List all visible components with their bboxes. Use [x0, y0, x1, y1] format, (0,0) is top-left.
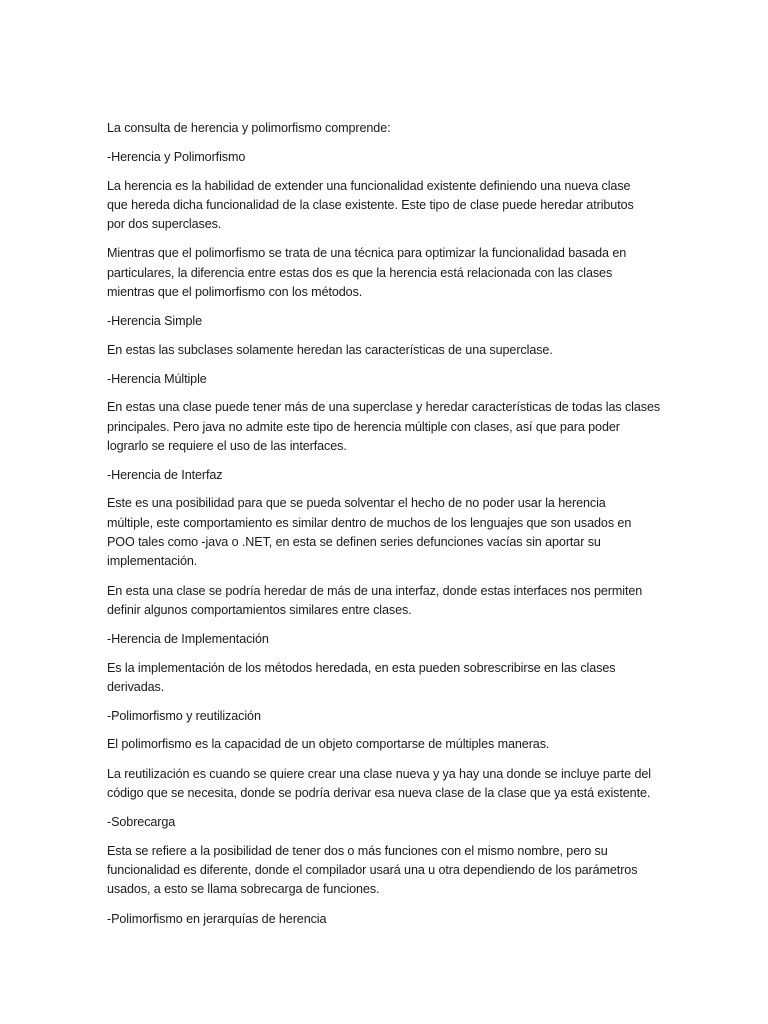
- section-heading: [107, 466, 672, 485]
- heading-text: -Herencia de Implementación: [107, 632, 269, 647]
- heading-text: -Herencia Múltiple: [107, 371, 207, 386]
- section-heading: [107, 707, 672, 726]
- paragraph-line: que hereda dicha funcionalidad de la clase existente. Este tipo de clase puede heredar atributos: [107, 197, 634, 212]
- heading-text: -Sobrecarga: [107, 815, 176, 830]
- body-paragraph: [107, 765, 672, 804]
- body-paragraph: [107, 244, 672, 302]
- body-paragraph: [107, 842, 672, 900]
- paragraph-line: derivadas.: [107, 679, 165, 694]
- heading-text: -Herencia y Polimorfismo: [107, 150, 246, 165]
- paragraph-line: En estas las subclases solamente heredan las características de una superclase.: [107, 342, 553, 357]
- heading-text: -Polimorfismo en jerarquías de herencia: [107, 911, 327, 926]
- body-paragraph: [107, 177, 672, 235]
- heading-text: -Herencia de Interfaz: [107, 468, 223, 483]
- paragraph-line: La herencia es la habilidad de extender una funcionalidad existente definiendo una nueva clase: [107, 178, 631, 193]
- paragraph-line: Es la implementación de los métodos heredada, en esta pueden sobrescribirse en las clases: [107, 660, 616, 675]
- paragraph-line: El polimorfismo es la capacidad de un objeto comportarse de múltiples maneras.: [107, 737, 550, 752]
- body-paragraph: [107, 398, 672, 456]
- body-paragraph: [107, 341, 672, 360]
- paragraph-line: En esta una clase se podría heredar de más de una interfaz, donde estas interfaces nos permiten: [107, 583, 643, 598]
- body-paragraph: [107, 582, 672, 621]
- section-heading: [107, 312, 672, 331]
- paragraph-line: funcionalidad es diferente, donde el compilador usará una u otra dependiendo de los parámetros: [107, 862, 638, 877]
- section-heading: [107, 148, 672, 167]
- paragraph-line: implementación.: [107, 554, 198, 569]
- paragraph-line: particulares, la diferencia entre estas dos es que la herencia está relacionada con las clases: [107, 265, 613, 280]
- section-heading: [107, 370, 672, 389]
- document-body: [107, 119, 672, 938]
- paragraph-line: En estas una clase puede tener más de una superclase y heredar características de todas las clases: [107, 400, 661, 415]
- paragraph-line: mientras que el polimorfismo con los métodos.: [107, 285, 363, 300]
- paragraph-line: definir algunos comportamientos similares entre clases.: [107, 602, 412, 617]
- paragraph-line: usados, a esto se llama sobrecarga de funciones.: [107, 882, 380, 897]
- paragraph-line: principales. Pero java no admite este tipo de herencia múltiple con clases, así que para poder: [107, 419, 620, 434]
- paragraph-line: lograrlo se requiere el uso de las interfaces.: [107, 438, 347, 453]
- paragraph-line: POO tales como -java o .NET, en esta se definen series defunciones vacías sin aportar su: [107, 535, 601, 550]
- paragraph-line: por dos superclases.: [107, 217, 222, 232]
- paragraph-line: Esta se refiere a la posibilidad de tener dos o más funciones con el mismo nombre, pero su: [107, 843, 608, 858]
- body-paragraph: [107, 494, 672, 571]
- heading-text: -Herencia Simple: [107, 314, 202, 329]
- body-paragraph: [107, 659, 672, 698]
- body-paragraph: [107, 735, 672, 754]
- intro-line: La consulta de herencia y polimorfismo comprende:: [107, 121, 391, 135]
- paragraph-line: La reutilización es cuando se quiere crear una clase nueva y ya hay una donde se incluye parte del: [107, 766, 651, 781]
- paragraph-line: múltiple, este comportamiento es similar dentro de muchos de los lenguajes que son usados en: [107, 515, 632, 530]
- paragraph-line: código que se necesita, donde se podría derivar esa nueva clase de la clase que ya está existente.: [107, 786, 651, 801]
- heading-text: -Polimorfismo y reutilización: [107, 709, 261, 724]
- section-heading: [107, 910, 672, 929]
- paragraph-line: Este es una posibilidad para que se pueda solventar el hecho de no poder usar la herencia: [107, 496, 606, 511]
- section-heading: [107, 813, 672, 832]
- section-heading: [107, 630, 672, 649]
- intro-paragraph: [107, 119, 672, 138]
- paragraph-line: Mientras que el polimorfismo se trata de una técnica para optimizar la funcionalidad basada en: [107, 246, 627, 261]
